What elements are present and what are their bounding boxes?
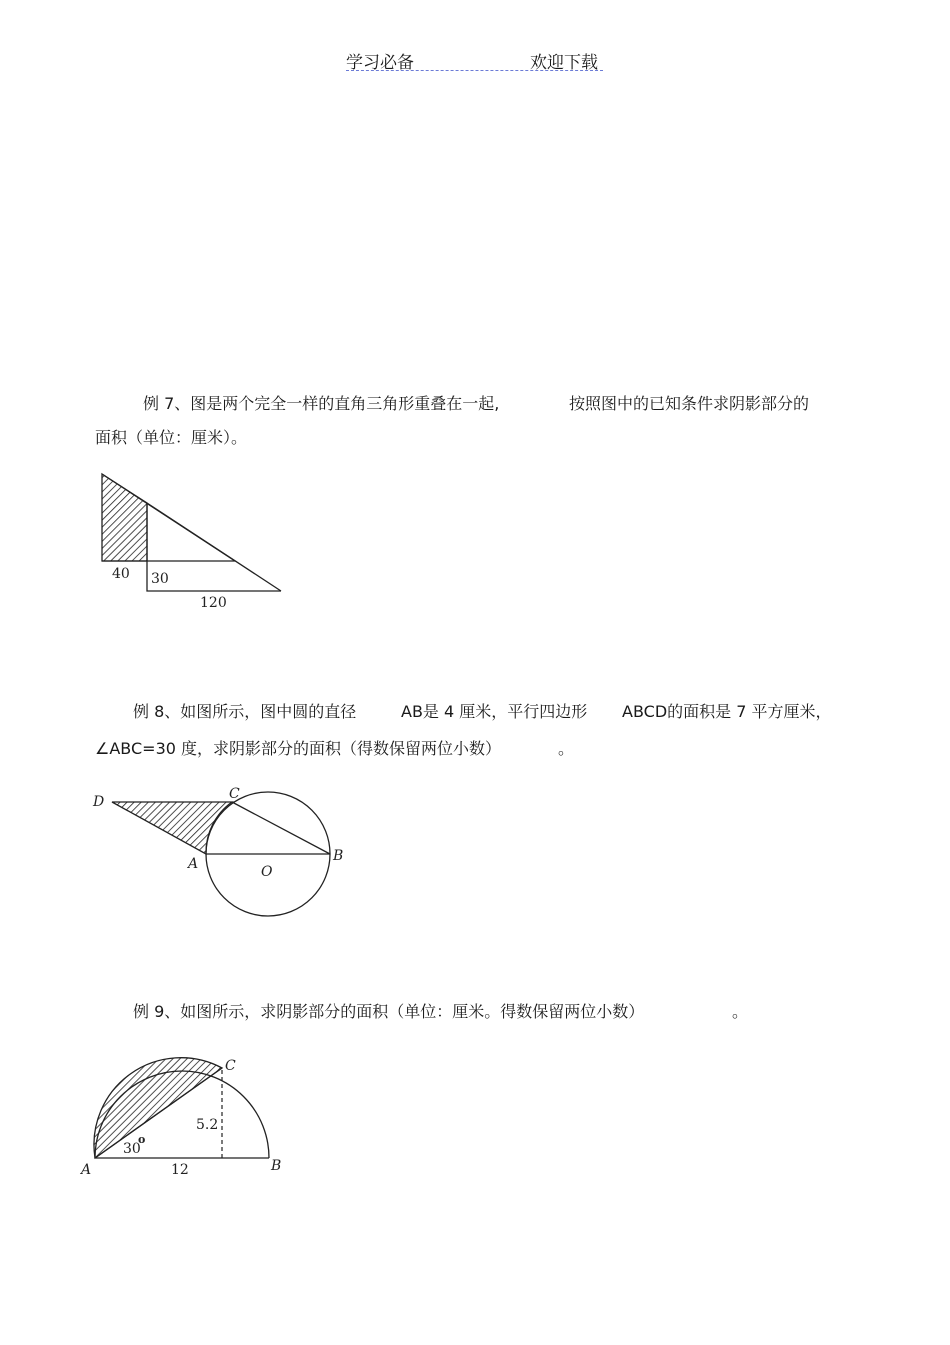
example7-figure (90, 468, 300, 616)
header-left-text: 学习必备 (346, 53, 414, 73)
example9-label-C: C (225, 1058, 236, 1074)
example9-label-A: A (81, 1162, 92, 1178)
example7-line2: 面积（单位：厘米）。 (95, 428, 248, 447)
header-divider (346, 70, 603, 71)
example8-label-D: D (93, 794, 105, 810)
example7-line1a: 例 7、图是两个完全一样的直角三角形重叠在一起, (143, 394, 500, 413)
header-right-text: 欢迎下载 (530, 53, 598, 73)
example7-label-120: 120 (200, 595, 227, 611)
example7-line1b: 按照图中的已知条件求阴影部分的 (569, 394, 810, 413)
example9-label-base: 12 (171, 1162, 189, 1178)
example8-line1a: 例 8、如图所示，图中圆的直径 (133, 702, 357, 721)
example8-label-C: C (229, 786, 240, 802)
example8-line2a: ∠ABC=30 度，求阴影部分的面积（得数保留两位小数） (95, 739, 502, 758)
example9-label-B: B (271, 1158, 282, 1174)
example9-label-height: 5.2 (196, 1117, 219, 1133)
example8-line1c: ABCD的面积是 7 平方厘米， (622, 702, 832, 721)
example8-label-A: A (188, 856, 199, 872)
example9-figure (75, 1050, 295, 1180)
example8-shaded-region (112, 802, 232, 854)
example7-label-40: 40 (112, 566, 130, 582)
example8-line2b: 。 (558, 739, 575, 758)
example8-chord-CB (232, 802, 330, 854)
example9-line1b: 。 (732, 1002, 749, 1021)
example9-shaded-region (94, 1058, 222, 1158)
example9-label-degree: o (138, 1133, 146, 1146)
example8-label-O: O (261, 864, 273, 880)
example7-label-30: 30 (151, 571, 169, 587)
example8-figure (85, 780, 355, 925)
example8-label-B: B (333, 848, 344, 864)
example8-line1b: AB是 4 厘米，平行四边形 (401, 702, 588, 721)
example7-shaded-region (102, 474, 147, 561)
example9-line1a: 例 9、如图所示，求阴影部分的面积（单位：厘米。得数保留两位小数） (133, 1002, 645, 1021)
example9-label-angle: 30 (123, 1141, 141, 1157)
